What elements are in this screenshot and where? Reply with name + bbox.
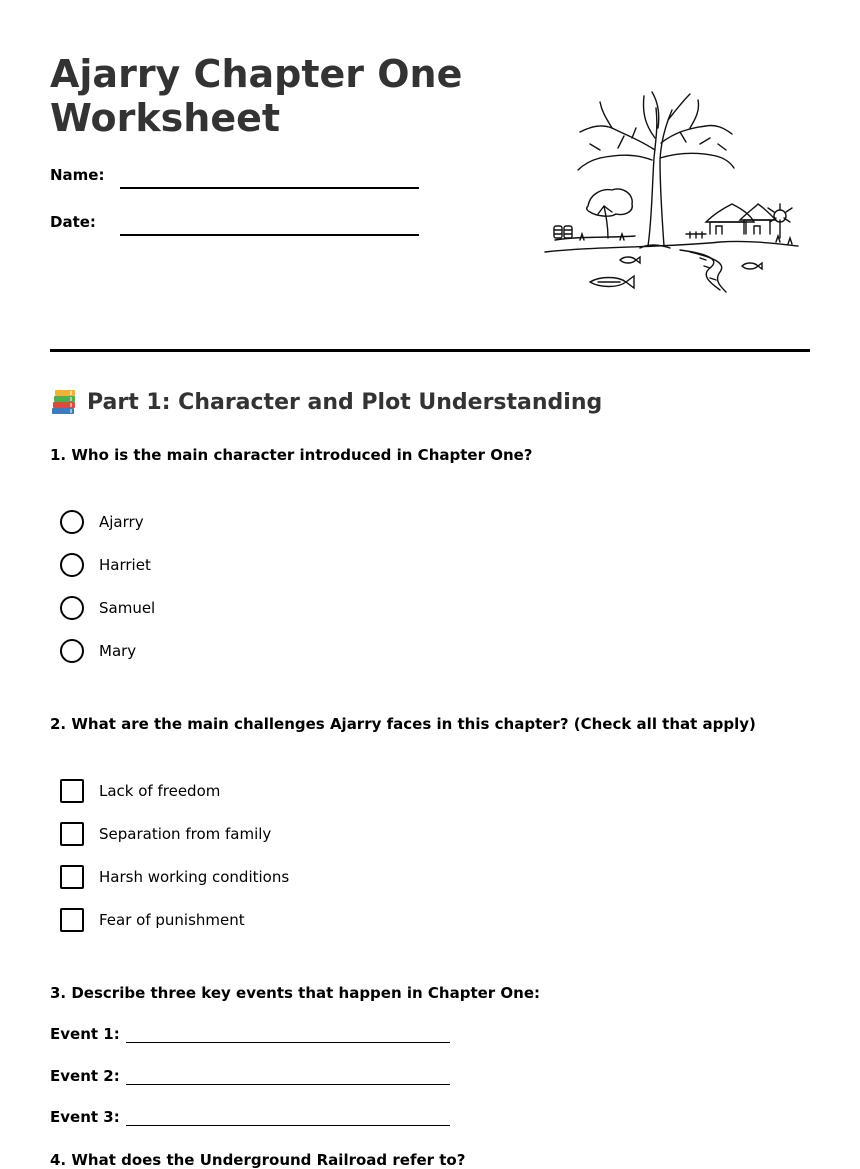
radio-button[interactable] (60, 553, 84, 577)
event-label: Event 3: (50, 1108, 120, 1126)
q1-option-samuel[interactable] (60, 596, 155, 620)
event-3-row (50, 1108, 450, 1126)
option-label: Mary (99, 642, 137, 660)
checkbox[interactable] (60, 779, 84, 803)
checkbox[interactable] (60, 865, 84, 889)
event-2-row (50, 1067, 450, 1085)
question-3: 3. Describe three key events that happen in Chapter One: (50, 984, 541, 1002)
event-label: Event 2: (50, 1067, 120, 1085)
q2-option-harsh-conditions[interactable] (60, 865, 289, 889)
event-label: Event 1: (50, 1025, 120, 1043)
option-label: Fear of punishment (99, 911, 245, 929)
option-label: Harriet (99, 556, 151, 574)
q2-option-lack-of-freedom[interactable] (60, 779, 220, 803)
option-label: Samuel (99, 599, 156, 617)
books-icon (50, 388, 78, 416)
q1-option-mary[interactable] (60, 639, 136, 663)
event-1-answer-line[interactable] (126, 1028, 450, 1043)
event-1-row (50, 1025, 450, 1043)
village-tree-illustration (540, 88, 805, 300)
q2-option-separation[interactable] (60, 822, 271, 846)
radio-button[interactable] (60, 596, 84, 620)
event-3-answer-line[interactable] (126, 1111, 450, 1126)
header-divider (50, 349, 810, 352)
name-label: Name: (50, 166, 105, 184)
q1-option-harriet[interactable] (60, 553, 151, 577)
option-label: Harsh working conditions (99, 868, 290, 886)
option-label: Separation from family (99, 825, 272, 843)
radio-button[interactable] (60, 639, 84, 663)
name-line[interactable] (120, 187, 419, 189)
section-title-text: Part 1: Character and Plot Understanding (87, 389, 603, 415)
section-title-part1 (50, 388, 602, 416)
question-2: 2. What are the main challenges Ajarry faces in this chapter? (Check all that apply) (50, 715, 756, 733)
date-line[interactable] (120, 234, 419, 236)
checkbox[interactable] (60, 908, 84, 932)
option-label: Ajarry (99, 513, 144, 531)
checkbox[interactable] (60, 822, 84, 846)
radio-button[interactable] (60, 510, 84, 534)
page-title: Ajarry Chapter One Worksheet (50, 52, 463, 140)
q2-option-fear-of-punishment[interactable] (60, 908, 245, 932)
option-label: Lack of freedom (99, 782, 221, 800)
question-1: 1. Who is the main character introduced in Chapter One? (50, 446, 533, 464)
q1-option-ajarry[interactable] (60, 510, 144, 534)
event-2-answer-line[interactable] (126, 1070, 450, 1085)
question-4: 4. What does the Underground Railroad refer to? (50, 1151, 466, 1169)
date-label: Date: (50, 213, 96, 231)
